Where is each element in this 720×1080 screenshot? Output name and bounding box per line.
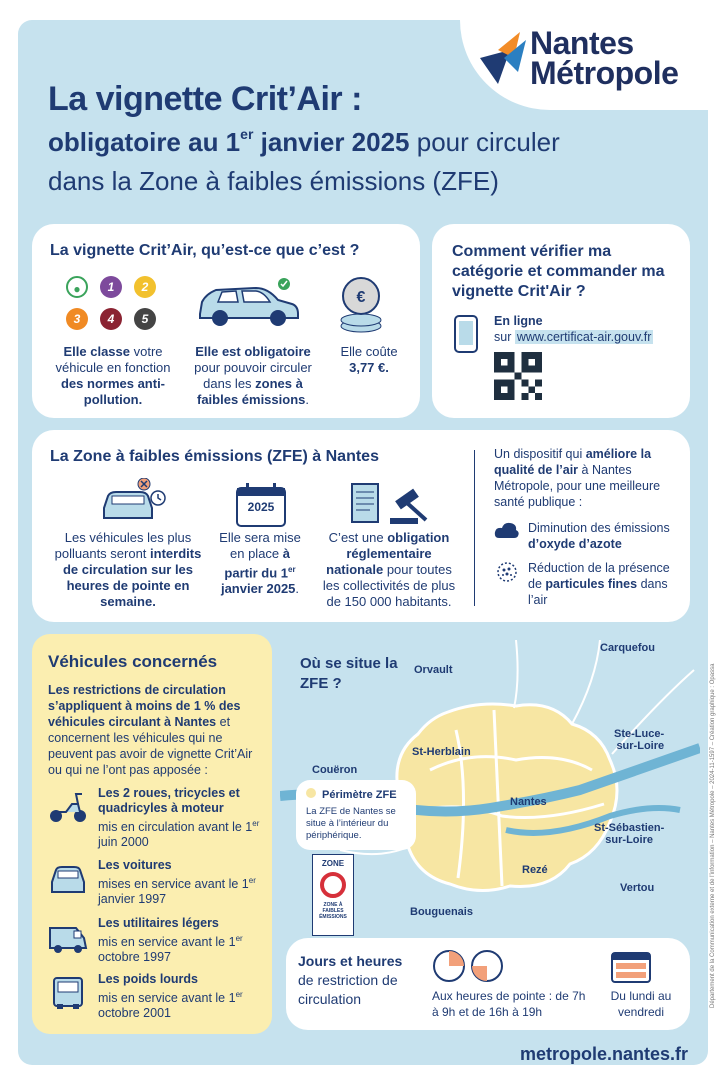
smartphone-icon (452, 314, 480, 354)
what-col3-t1: Elle coûte (340, 344, 398, 359)
benefit2-bold: particules fines (545, 577, 638, 591)
zfe-col2 (212, 530, 308, 597)
car-icon (192, 278, 302, 330)
zfe-road-sign (312, 854, 354, 936)
vignette-4: 4 (100, 308, 122, 330)
schedule-title (298, 952, 422, 1009)
map-legend (296, 780, 416, 850)
logo-text (530, 25, 679, 91)
page-subtitle (48, 126, 560, 158)
vehicle-item-2-wheels (48, 786, 268, 850)
what-is-title: La vignette Crit’Air, qu’est-ce que c’est ? (50, 242, 360, 259)
vehicle-3-bold: Les utilitaires légers (98, 916, 219, 930)
what-col2-t1: pour pouvoir circuler dans les (194, 360, 312, 391)
zfe-col2-b1: à partir du 1 (224, 546, 290, 581)
benefit1-text: Diminution des émissions (528, 521, 670, 535)
vehicle-1-bold: Les 2 roues, tricycles et quadricyles à moteur (98, 786, 240, 815)
place-orvault: Orvault (414, 664, 453, 676)
zfe-col2-sup: er (288, 565, 296, 574)
credits (708, 660, 720, 1020)
legend-text: La ZFE de Nantes se situe à l’intérieur du périphérique. (306, 806, 396, 841)
place-vertou: Vertou (620, 882, 655, 894)
zfe-side-text (494, 446, 680, 510)
vignette-2: 2 (134, 276, 156, 298)
website-link[interactable]: metropole.nantes.fr (520, 1044, 689, 1064)
vehicle-3-text2: octobre 1997 (98, 950, 171, 965)
what-col1-t1: votre véhicule en fonction (55, 344, 171, 375)
clock-icons (432, 948, 506, 984)
subtitle-bold: obligatoire au 1 (48, 127, 241, 157)
legend-title: Périmètre ZFE (322, 789, 397, 801)
vignette-green-icon: ● (66, 276, 88, 298)
vehicle-3-sup: er (235, 934, 243, 943)
subtitle-bold2: janvier 2025 (253, 127, 410, 157)
vignette-categories (66, 276, 160, 336)
vehicle-4-bold: Les poids lourds (98, 972, 199, 986)
vehicle-item-2-wheels-text (98, 786, 268, 850)
subtitle-sup: er (240, 126, 254, 142)
zfe-divider (474, 450, 475, 606)
logo-line2: Métropole (530, 55, 679, 91)
zfe-col3-t2: pour toutes les collectivités de plus de 150 000 habitants. (322, 562, 456, 609)
zfe-title: La Zone à faibles émissions (ZFE) à Nantes (50, 448, 379, 465)
place-st-herblain: St-Herblain (412, 746, 471, 758)
vehicles-card (32, 634, 272, 1034)
price-value: 3,77 €. (349, 360, 389, 375)
vignette-5: 5 (134, 308, 156, 330)
place-reze: Rezé (522, 864, 548, 876)
qr-code-icon[interactable] (494, 352, 542, 400)
zfe-col1-t1: Les véhicules les plus polluants seront (54, 530, 192, 561)
schedule-title-bold: Jours et heures (298, 953, 403, 969)
vehicle-item-trucks (48, 972, 268, 1020)
van-icon (48, 920, 88, 954)
online-label: En ligne (494, 314, 543, 328)
schedule-days: Du lundi au vendredi (610, 989, 672, 1019)
what-col3 (326, 344, 412, 376)
vehicle-item-trucks-text (98, 972, 268, 1021)
vehicles-intro-bold: Les restrictions de circulation s’appliquent à moins de 1 % des véhicules circulant à Nantes (48, 683, 241, 729)
credits-text: Département de la Communication externe et de l’information – Nantes Métropole – 2024-11-1597 – Création graphique : Opassa (710, 663, 716, 1008)
zfe-col2-b2: janvier 2025 (220, 581, 296, 597)
zfe-side-b1: améliore la qualité de l’air (494, 447, 652, 477)
vehicles-intro-text: et concernent les véhicules qui ne peuvent pas avoir de vignette Crit’Air ou qui ne l’ont pas apposée : (48, 715, 253, 777)
benefit-1 (528, 520, 686, 552)
zfe-col3-b1: obligation réglementaire nationale (326, 530, 450, 577)
place-carquefou: Carquefou (600, 642, 655, 654)
zfe-perimeter (395, 704, 617, 891)
nantes-metropole-logo (480, 25, 690, 98)
sign-bottom-text: ZONE À FAIBLES ÉMISSIONS (319, 902, 347, 920)
gavel-icon (350, 480, 436, 528)
vehicle-item-cars (48, 858, 268, 906)
map-title: Où se situe la ZFE ? (300, 655, 398, 692)
page-title: La vignette Crit’Air : (48, 80, 362, 118)
prohibition-icon (320, 872, 346, 898)
benefit2-text: Réduction de la présence de (528, 561, 670, 591)
vehicle-1-text2: juin 2000 (98, 835, 149, 850)
benefit1-bold: d’oxyde d’azote (528, 537, 622, 551)
week-calendar-icon (610, 948, 652, 984)
zfe-col2-t1: Elle sera mise en place (219, 530, 301, 561)
online-prefix: sur (494, 330, 515, 344)
benefit-2 (528, 560, 686, 608)
vehicle-item-cars-text (98, 858, 268, 907)
car-front-icon (48, 862, 88, 896)
sign-top-text: ZONE (321, 859, 345, 868)
vehicles-title: Véhicules concernés (48, 652, 218, 671)
vignette-1: 1 (100, 276, 122, 298)
svg-text:€: € (356, 289, 366, 306)
vehicle-4-text: mis en service avant le 1 (98, 991, 236, 1006)
vehicle-item-vans (48, 916, 268, 964)
zfe-swatch-icon (306, 788, 316, 798)
vehicle-2-text2: janvier 1997 (98, 892, 167, 907)
vehicle-4-text2: octobre 2001 (98, 1006, 171, 1021)
schedule-title-text: de restriction de circulation (298, 972, 398, 1007)
legend-title-row (306, 788, 406, 802)
place-ste-luce-2: sur-Loire (616, 740, 665, 752)
zfe-col1 (50, 530, 206, 610)
truck-icon (48, 976, 88, 1010)
verify-title: Comment vérifier ma catégorie et commander ma vignette Crit'Air ? (452, 243, 665, 300)
vehicle-1-sup: er (252, 819, 260, 828)
cloud-icon (494, 520, 520, 540)
vehicle-2-bold: Les voitures (98, 858, 172, 872)
zfe-col2-t2: . (295, 581, 300, 597)
particles-icon (494, 560, 520, 584)
calendar-year: 2025 (247, 500, 275, 514)
what-col1-b2: des normes anti-pollution. (60, 376, 166, 407)
logo-mark-icon (480, 32, 528, 88)
vehicle-3-text: mis en service avant le 1 (98, 935, 236, 950)
scooter-icon (48, 790, 88, 824)
certificat-air-link[interactable]: www.certificat-air.gouv.fr (516, 330, 652, 344)
online-line (494, 330, 653, 344)
what-col1 (46, 344, 180, 408)
zfe-col3-t1: C’est une (328, 530, 388, 545)
place-ste-luce (614, 728, 664, 752)
place-ste-luce-1: Ste-Luce- (614, 728, 665, 740)
page-subtitle-line2: dans la Zone à faibles émissions (ZFE) (48, 166, 499, 196)
vehicle-item-vans-text (98, 916, 268, 965)
vehicle-2-text: mises en service avant le 1 (98, 877, 249, 892)
what-col2-b1: Elle est obligatoire (195, 344, 311, 359)
place-coueron: Couëron (312, 764, 358, 776)
zfe-side-t2: à Nantes Métropole, pour une meilleure santé publique : (494, 463, 661, 509)
vehicle-4-sup: er (235, 990, 243, 999)
vehicles-intro (48, 682, 263, 778)
what-col2 (186, 344, 320, 408)
place-st-seb-1: St-Sébastien- (594, 822, 665, 834)
zfe-col3 (318, 530, 460, 610)
place-st-seb-2: sur-Loire (605, 834, 653, 846)
place-nantes: Nantes (510, 796, 547, 808)
what-col2-b2: zones à faibles émissions (196, 376, 306, 407)
what-col2-t2: . (305, 392, 309, 407)
logo-line1: Nantes (530, 25, 634, 61)
subtitle-rest: pour circuler (409, 127, 560, 157)
schedule-hours: Aux heures de pointe : de 7h à 9h et de 16h à 19h (432, 989, 586, 1019)
coins-icon (336, 274, 386, 334)
vehicle-2-sup: er (248, 876, 256, 885)
vehicle-1-text: mis en circulation avant le 1 (98, 820, 253, 835)
vignette-3: 3 (66, 308, 88, 330)
what-col1-b1: Elle classe (63, 344, 130, 359)
place-bouguenais: Bouguenais (410, 906, 473, 918)
place-st-sebastien (594, 822, 664, 846)
zfe-col1-b1: interdits de circulation sur les heures de pointe en semaine. (62, 546, 202, 609)
benefit2-text2: dans l’air (528, 577, 668, 607)
polluting-car-icon (100, 478, 166, 526)
zfe-side-t1: Un dispositif qui (494, 447, 586, 461)
